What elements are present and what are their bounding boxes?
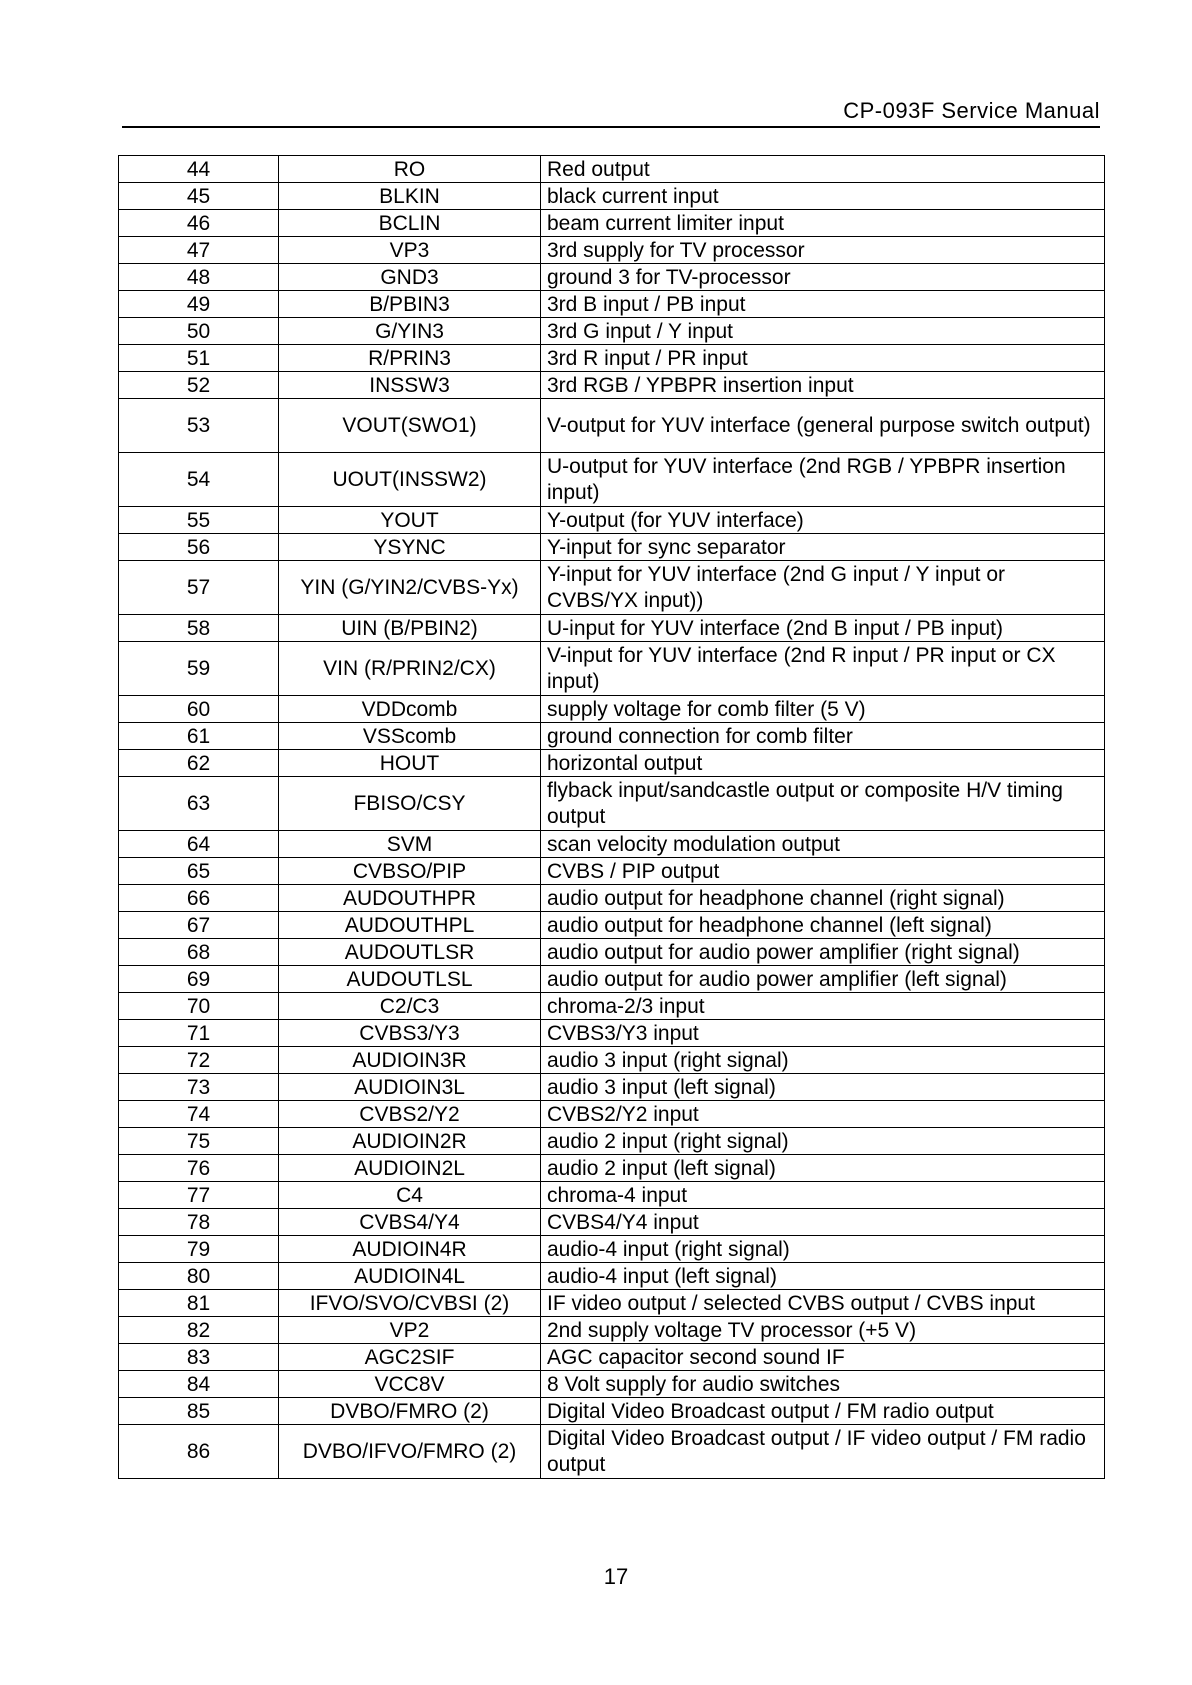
table-row [119,345,1105,372]
pin-description-cell: audio output for audio power amplifier (left signal) [541,966,1105,993]
pin-number-cell: 46 [119,210,279,237]
pin-symbol-cell: RO [279,156,541,183]
table-row [119,210,1105,237]
table-row [119,1398,1105,1425]
pin-symbol-cell: AUDOUTLSR [279,939,541,966]
pin-description-cell: V-output for YUV interface (general purpose switch output) [541,399,1105,453]
pin-description-cell: audio 2 input (right signal) [541,1128,1105,1155]
table-row [119,1020,1105,1047]
table-row [119,966,1105,993]
pin-number-cell: 77 [119,1182,279,1209]
pin-symbol-cell: AUDOUTLSL [279,966,541,993]
table-row [119,1209,1105,1236]
table-row [119,237,1105,264]
pin-symbol-cell: VDDcomb [279,696,541,723]
pin-symbol-cell: AGC2SIF [279,1344,541,1371]
pin-symbol-cell: BCLIN [279,210,541,237]
pin-symbol-cell: VSScomb [279,723,541,750]
pin-description-cell: audio output for headphone channel (right signal) [541,885,1105,912]
pin-description-cell: supply voltage for comb filter (5 V) [541,696,1105,723]
pin-symbol-cell: FBISO/CSY [279,777,541,831]
table-row [119,1344,1105,1371]
pin-symbol-cell: VP2 [279,1317,541,1344]
pin-number-cell: 79 [119,1236,279,1263]
pin-symbol-cell: DVBO/IFVO/FMRO (2) [279,1425,541,1479]
table-row [119,264,1105,291]
pin-description-cell: Y-output (for YUV interface) [541,507,1105,534]
pin-number-cell: 52 [119,372,279,399]
pin-number-cell: 74 [119,1101,279,1128]
pin-number-cell: 78 [119,1209,279,1236]
pin-number-cell: 54 [119,453,279,507]
pin-number-cell: 57 [119,561,279,615]
table-row [119,939,1105,966]
pin-symbol-cell: DVBO/FMRO (2) [279,1398,541,1425]
pin-symbol-cell: AUDIOIN3L [279,1074,541,1101]
pin-symbol-cell: B/PBIN3 [279,291,541,318]
pin-symbol-cell: VOUT(SWO1) [279,399,541,453]
pin-description-cell: 3rd B input / PB input [541,291,1105,318]
pin-table-body [119,156,1105,1479]
table-row [119,561,1105,615]
pin-symbol-cell: YSYNC [279,534,541,561]
table-row [119,1182,1105,1209]
pin-symbol-cell: SVM [279,831,541,858]
pin-number-cell: 66 [119,885,279,912]
pin-description-cell: CVBS2/Y2 input [541,1101,1105,1128]
table-row [119,885,1105,912]
pin-number-cell: 67 [119,912,279,939]
pin-description-cell: audio-4 input (left signal) [541,1263,1105,1290]
pin-number-cell: 68 [119,939,279,966]
pin-number-cell: 64 [119,831,279,858]
table-row [119,372,1105,399]
pin-symbol-cell: AUDIOIN4R [279,1236,541,1263]
pin-number-cell: 86 [119,1425,279,1479]
pin-symbol-cell: AUDIOIN2R [279,1128,541,1155]
table-row [119,507,1105,534]
pin-symbol-cell: UOUT(INSSW2) [279,453,541,507]
table-row [119,1263,1105,1290]
pin-symbol-cell: G/YIN3 [279,318,541,345]
table-row [119,1101,1105,1128]
table-row [119,183,1105,210]
table-row [119,1425,1105,1479]
pin-number-cell: 56 [119,534,279,561]
pin-description-cell: 8 Volt supply for audio switches [541,1371,1105,1398]
pin-symbol-cell: C2/C3 [279,993,541,1020]
pin-description-cell: CVBS3/Y3 input [541,1020,1105,1047]
table-row [119,1155,1105,1182]
pin-symbol-cell: CVBS3/Y3 [279,1020,541,1047]
pin-description-cell: audio-4 input (right signal) [541,1236,1105,1263]
table-row [119,291,1105,318]
pin-symbol-cell: HOUT [279,750,541,777]
pin-symbol-cell: AUDOUTHPR [279,885,541,912]
table-row [119,1236,1105,1263]
table-row [119,1317,1105,1344]
pin-description-cell: IF video output / selected CVBS output / CVBS input [541,1290,1105,1317]
pin-description-cell: Digital Video Broadcast output / FM radio output [541,1398,1105,1425]
pin-symbol-cell: UIN (B/PBIN2) [279,615,541,642]
pin-description-cell: audio 3 input (left signal) [541,1074,1105,1101]
pin-symbol-cell: GND3 [279,264,541,291]
pin-description-cell: audio output for audio power amplifier (right signal) [541,939,1105,966]
pin-number-cell: 70 [119,993,279,1020]
pin-number-cell: 62 [119,750,279,777]
pin-symbol-cell: CVBSO/PIP [279,858,541,885]
pin-description-cell: 2nd supply voltage TV processor (+5 V) [541,1317,1105,1344]
pin-number-cell: 44 [119,156,279,183]
pin-description-cell: AGC capacitor second sound IF [541,1344,1105,1371]
pin-symbol-cell: VP3 [279,237,541,264]
pin-symbol-cell: IFVO/SVO/CVBSI (2) [279,1290,541,1317]
pin-number-cell: 45 [119,183,279,210]
pin-symbol-cell: AUDOUTHPL [279,912,541,939]
table-row [119,1047,1105,1074]
pin-description-cell: 3rd RGB / YPBPR insertion input [541,372,1105,399]
pin-description-cell: Digital Video Broadcast output / IF video output / FM radio output [541,1425,1105,1479]
pin-number-cell: 53 [119,399,279,453]
pin-symbol-cell: AUDIOIN3R [279,1047,541,1074]
table-row [119,453,1105,507]
pin-description-cell: ground 3 for TV-processor [541,264,1105,291]
pin-number-cell: 60 [119,696,279,723]
pin-number-cell: 85 [119,1398,279,1425]
table-row [119,156,1105,183]
pin-description-cell: CVBS4/Y4 input [541,1209,1105,1236]
pin-number-cell: 65 [119,858,279,885]
pin-description-cell: audio 3 input (right signal) [541,1047,1105,1074]
page-number: 17 [603,1564,629,1589]
pin-symbol-cell: AUDIOIN4L [279,1263,541,1290]
pin-description-cell: chroma-2/3 input [541,993,1105,1020]
pin-number-cell: 73 [119,1074,279,1101]
pin-description-cell: chroma-4 input [541,1182,1105,1209]
pin-number-cell: 47 [119,237,279,264]
pin-number-cell: 82 [119,1317,279,1344]
pin-symbol-cell: CVBS2/Y2 [279,1101,541,1128]
pin-number-cell: 61 [119,723,279,750]
manual-title: CP-093F Service Manual [843,98,1100,123]
pin-description-cell: 3rd supply for TV processor [541,237,1105,264]
pin-description-cell: 3rd G input / Y input [541,318,1105,345]
pin-number-cell: 49 [119,291,279,318]
table-row [119,318,1105,345]
pin-description-cell: Red output [541,156,1105,183]
pin-symbol-cell: VIN (R/PRIN2/CX) [279,642,541,696]
table-row [119,642,1105,696]
table-row [119,777,1105,831]
pin-description-cell: CVBS / PIP output [541,858,1105,885]
pin-description-cell: audio output for headphone channel (left signal) [541,912,1105,939]
table-row [119,723,1105,750]
pin-number-cell: 58 [119,615,279,642]
pin-number-cell: 50 [119,318,279,345]
pin-number-cell: 83 [119,1344,279,1371]
table-row [119,858,1105,885]
pin-description-cell: scan velocity modulation output [541,831,1105,858]
pin-symbol-cell: R/PRIN3 [279,345,541,372]
pin-number-cell: 59 [119,642,279,696]
table-row [119,912,1105,939]
pin-description-cell: 3rd R input / PR input [541,345,1105,372]
table-row [119,831,1105,858]
table-row [119,615,1105,642]
pin-symbol-cell: INSSW3 [279,372,541,399]
pin-description-table [118,155,1105,1479]
pin-number-cell: 75 [119,1128,279,1155]
pin-number-cell: 55 [119,507,279,534]
table-row [119,993,1105,1020]
pin-number-cell: 84 [119,1371,279,1398]
pin-description-cell: horizontal output [541,750,1105,777]
table-row [119,399,1105,453]
pin-description-cell: V-input for YUV interface (2nd R input / PR input or CX input) [541,642,1105,696]
table-row [119,1128,1105,1155]
pin-symbol-cell: C4 [279,1182,541,1209]
page-header [122,96,1100,128]
pin-number-cell: 72 [119,1047,279,1074]
table-row [119,696,1105,723]
pin-description-cell: audio 2 input (left signal) [541,1155,1105,1182]
pin-description-cell: Y-input for sync separator [541,534,1105,561]
pin-description-cell: black current input [541,183,1105,210]
pin-symbol-cell: BLKIN [279,183,541,210]
table-row [119,1371,1105,1398]
pin-description-cell: beam current limiter input [541,210,1105,237]
pin-number-cell: 81 [119,1290,279,1317]
pin-description-cell: ground connection for comb filter [541,723,1105,750]
pin-symbol-cell: CVBS4/Y4 [279,1209,541,1236]
pin-number-cell: 76 [119,1155,279,1182]
pin-number-cell: 63 [119,777,279,831]
pin-number-cell: 48 [119,264,279,291]
pin-description-cell: U-input for YUV interface (2nd B input / PB input) [541,615,1105,642]
table-row [119,1074,1105,1101]
table-row [119,1290,1105,1317]
pin-number-cell: 71 [119,1020,279,1047]
pin-symbol-cell: VCC8V [279,1371,541,1398]
pin-description-cell: Y-input for YUV interface (2nd G input / Y input or CVBS/YX input)) [541,561,1105,615]
pin-number-cell: 51 [119,345,279,372]
pin-symbol-cell: AUDIOIN2L [279,1155,541,1182]
pin-description-cell: U-output for YUV interface (2nd RGB / YPBPR insertion input) [541,453,1105,507]
pin-description-cell: flyback input/sandcastle output or composite H/V timing output [541,777,1105,831]
table-row [119,534,1105,561]
pin-number-cell: 80 [119,1263,279,1290]
table-row [119,750,1105,777]
pin-symbol-cell: YIN (G/YIN2/CVBS-Yx) [279,561,541,615]
pin-symbol-cell: YOUT [279,507,541,534]
pin-number-cell: 69 [119,966,279,993]
